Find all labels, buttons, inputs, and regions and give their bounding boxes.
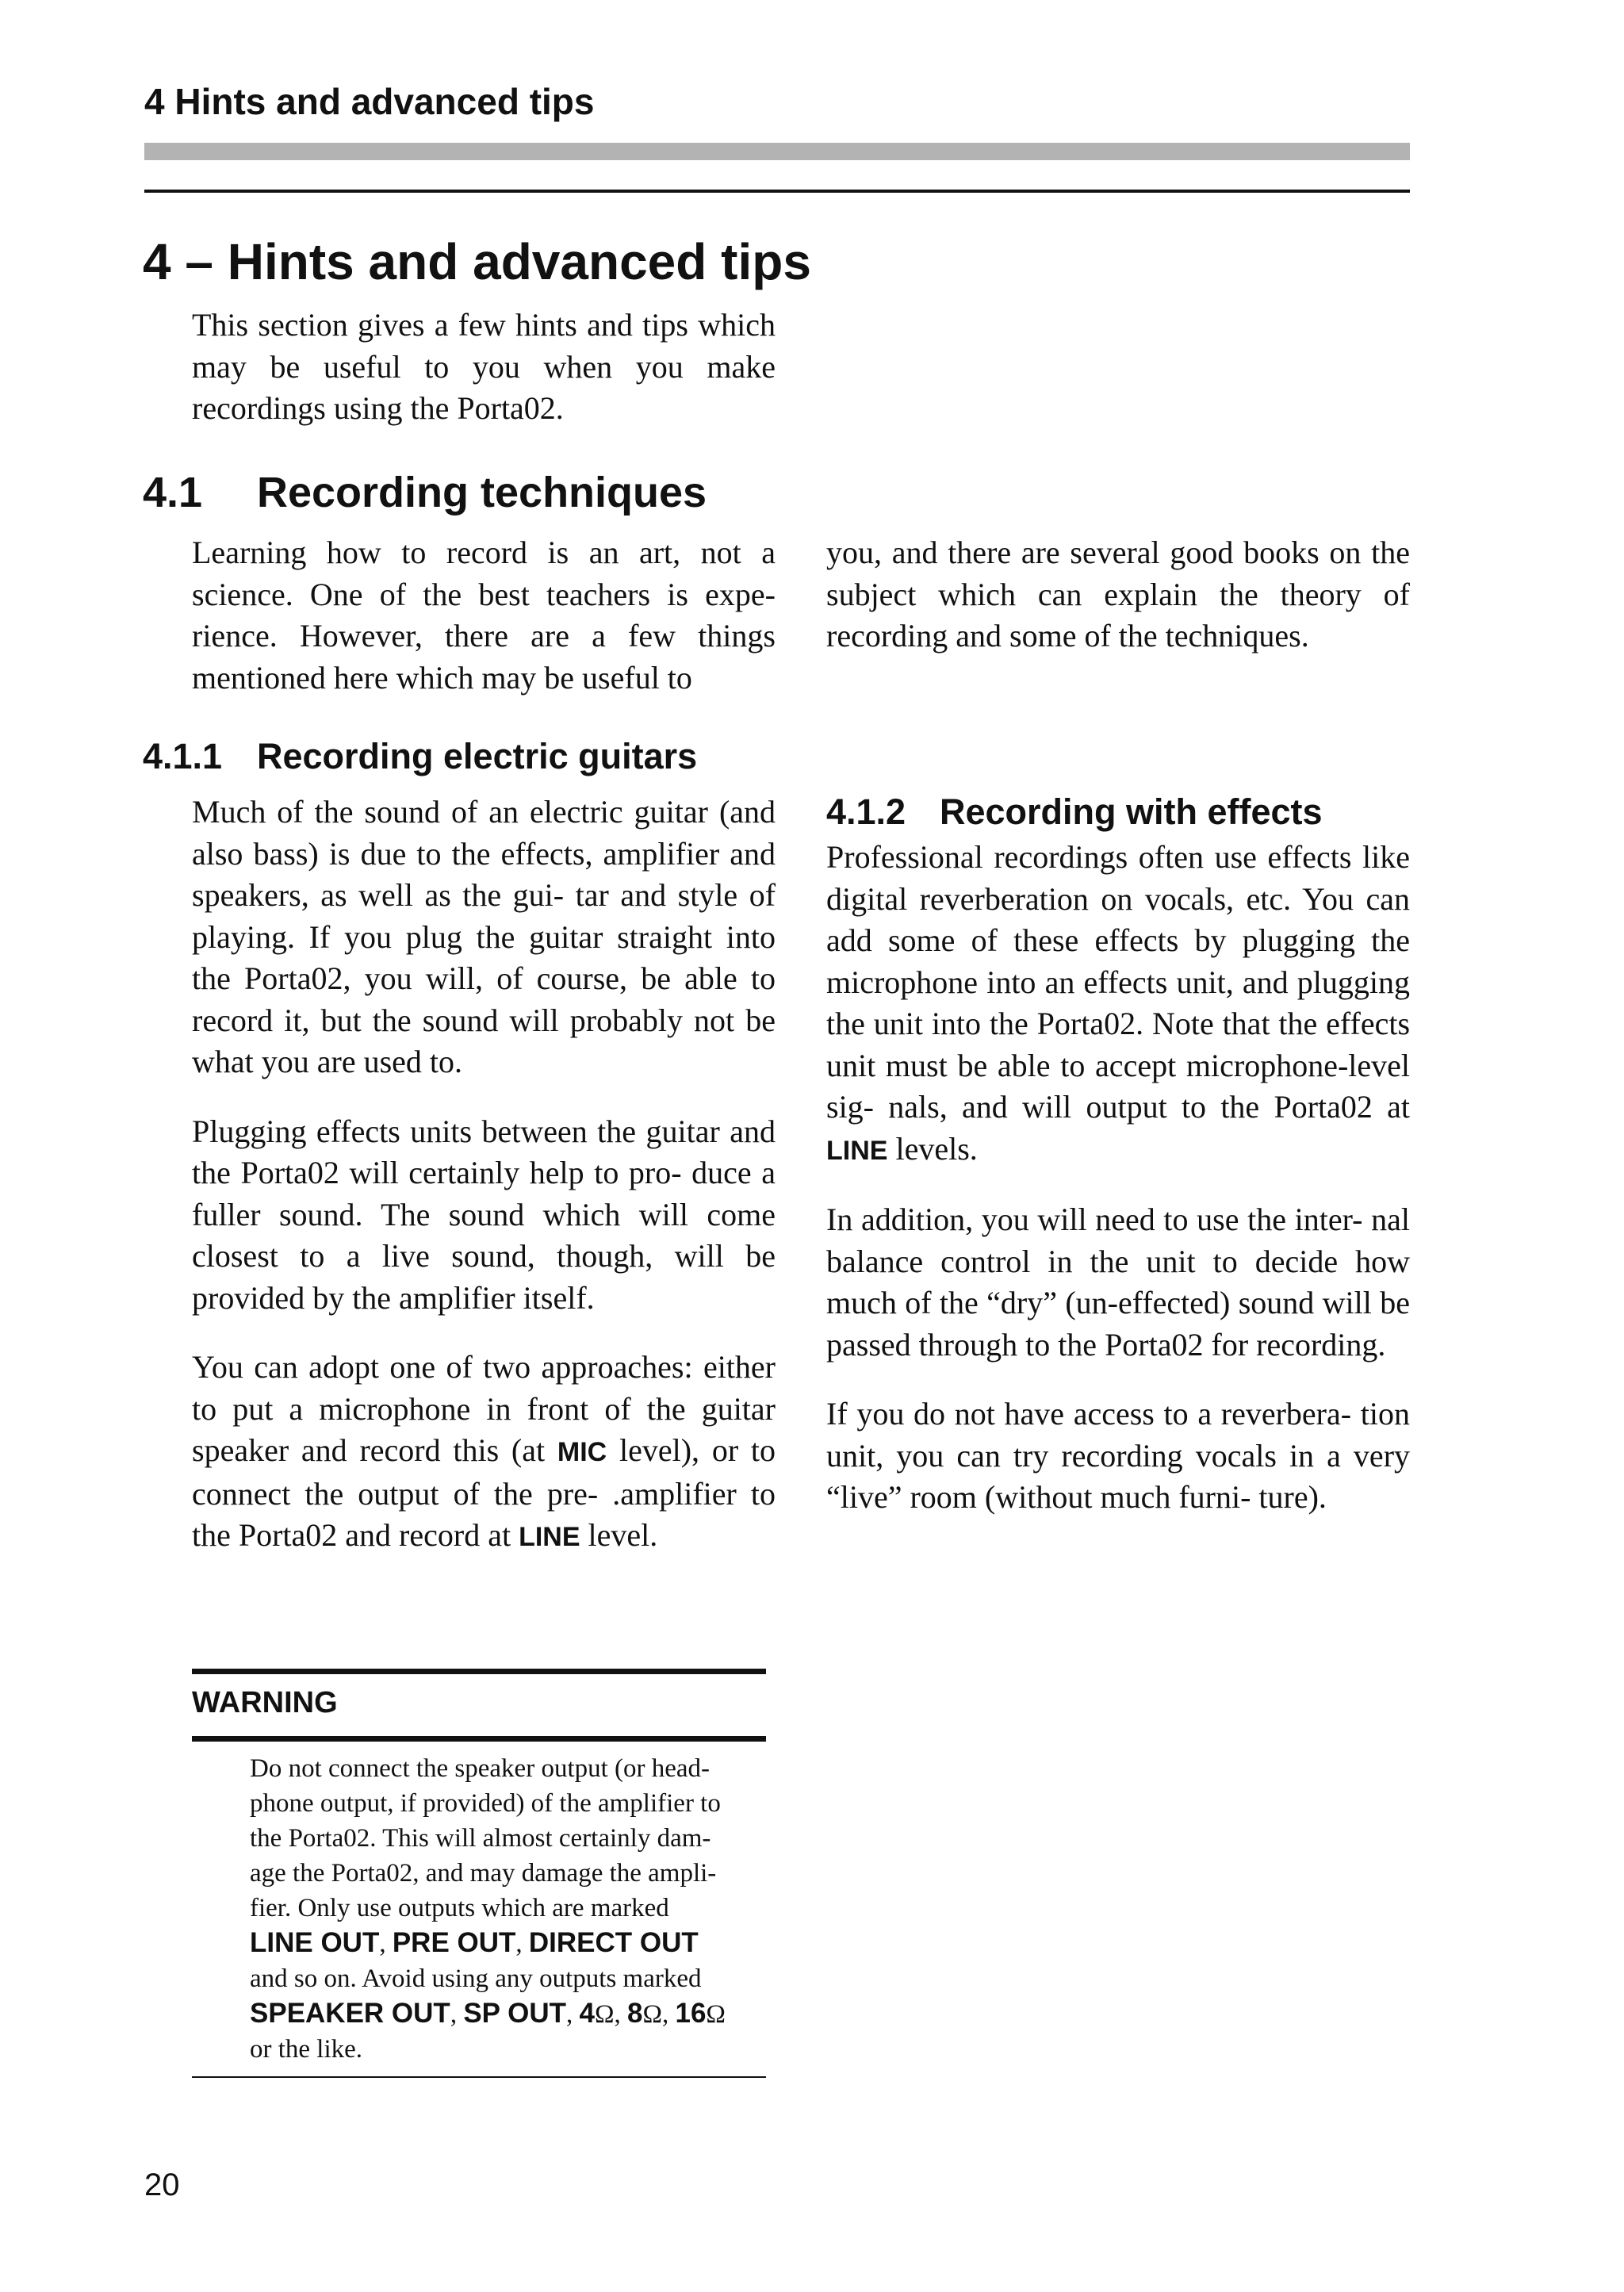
text-line: Plugging effects units between the guitar <box>192 1113 720 1149</box>
text-line: phone output, if provided) of the amplifier to <box>250 1789 721 1818</box>
text-line: amplifier and speakers, as well as the gui- <box>192 835 776 913</box>
text-line: which may be useful to you when you <box>192 307 776 385</box>
text-line: make recordings using the Porta02. <box>192 348 776 426</box>
section-heading-4-1-1 <box>143 733 697 780</box>
text-line: sound will probably not be what you are <box>192 1002 776 1079</box>
text-line: and the Porta02 will certainly help to pro- <box>192 1113 776 1190</box>
text-line: Learning how to record is an art, not a <box>192 535 776 570</box>
text-line: be able to accept microphone-level sig- <box>826 1047 1411 1125</box>
section-heading-4-1 <box>143 465 707 520</box>
text-line: you, and there are several good books on <box>826 535 1362 570</box>
warning-text <box>250 1751 764 2067</box>
text-line: age the Porta02, and may damage the ampli- <box>250 1859 717 1888</box>
keyword-line: LINE <box>826 1135 888 1166</box>
text-line: You can add some of these effects by <box>826 880 1411 958</box>
text-line: Much of the sound of an electric guitar <box>192 794 708 830</box>
warning-bottom-rule <box>192 2076 766 2078</box>
text-line: like digital reverberation on vocals, etc. <box>826 839 1411 917</box>
text-line: the Porta02. This will almost certainly dam- <box>250 1824 711 1853</box>
text-line: (and also bass) is due to the effects, <box>192 794 776 872</box>
keyword-4-ohm: 4 <box>579 1998 595 2029</box>
header-rule <box>144 190 1410 193</box>
section-4-1-2-text <box>826 837 1410 1519</box>
keyword-direct-out: DIRECT OUT <box>528 1927 699 1958</box>
section-number: 4.1.2 <box>826 791 906 832</box>
text-line: science. One of the best teachers is expe- <box>192 576 776 612</box>
text-line: will come closest to a live sound, though, <box>192 1196 776 1274</box>
text-line: the subject which can explain the theory <box>826 535 1411 612</box>
paragraph <box>192 791 776 1083</box>
separator: , <box>661 2000 676 2029</box>
marked-outputs-line <box>250 1926 764 1961</box>
warning-top-rule <box>192 1669 766 1674</box>
text-line: .amplifier to the Porta02 and record at <box>192 1475 776 1553</box>
keyword-speaker-out: SPEAKER OUT <box>250 1998 450 2029</box>
section-title: Recording electric guitars <box>257 736 698 776</box>
warning-label: WARNING <box>192 1686 338 1719</box>
section-4-1-1-text <box>192 791 776 1558</box>
running-header: 4 Hints and advanced tips <box>144 81 595 122</box>
text-line: tar and style of playing. If you plug the <box>192 877 776 955</box>
paragraph <box>192 1111 776 1320</box>
warning-mid-rule <box>192 1736 766 1742</box>
text-line: sound will be passed through to the <box>826 1285 1411 1363</box>
ohm-symbol: Ω <box>594 2000 615 2029</box>
avoid-outputs-line <box>250 1996 764 2032</box>
page-number: 20 <box>144 2167 180 2202</box>
separator: , <box>379 1930 393 1958</box>
text-line: Professional recordings often use effects <box>826 839 1352 875</box>
paragraph <box>826 1393 1410 1519</box>
separator: , <box>565 2000 580 2029</box>
chapter-intro <box>192 305 776 430</box>
header-bar <box>144 143 1410 160</box>
keyword-line-out: LINE OUT <box>250 1927 380 1958</box>
paragraph <box>826 532 1410 657</box>
section-title: Recording techniques <box>257 469 707 516</box>
text-line: If you do not have access to a reverbera- <box>826 1396 1352 1432</box>
text-line: unit, and plugging the unit into the <box>826 964 1410 1041</box>
keyword-sp-out: SP OUT <box>463 1998 566 2029</box>
paragraph <box>192 1347 776 1558</box>
keyword-pre-out: PRE OUT <box>392 1927 516 1958</box>
text-line: guitar straight into the Porta02, you will, <box>192 918 776 996</box>
text-line: of recording and some of the techniques. <box>826 576 1410 653</box>
text-line: In addition, you will need to use the inter- <box>826 1202 1363 1237</box>
text-line: Porta02 for recording. <box>1105 1326 1386 1363</box>
section-heading-4-1-2 <box>826 788 1323 836</box>
text-line: mentioned here which may be useful to <box>192 659 692 696</box>
text-line: level), or to connect the output of the pre- <box>192 1432 776 1512</box>
text-line: guitar speaker and record this (at <box>192 1390 776 1468</box>
text-line: tion unit, you can try recording vocals in <box>826 1396 1410 1474</box>
paragraph <box>826 1199 1410 1366</box>
text-line: used to. <box>363 1044 463 1079</box>
text-line: Porta02. Note that the effects unit must <box>826 1006 1411 1083</box>
text-line: will be provided by the amplifier itself. <box>192 1238 776 1316</box>
chapter-intro-paragraph <box>192 305 776 430</box>
text-line: nals, and will output to the Porta02 at <box>888 1089 1411 1125</box>
text-line: Do not connect the speaker output (or head- <box>250 1754 710 1783</box>
section-number: 4.1 <box>143 469 203 516</box>
section-4-1-text-left <box>192 532 776 699</box>
text-line: ture). <box>1258 1479 1327 1515</box>
text-line: plugging the microphone into an effects <box>826 922 1411 1000</box>
text-line: level. <box>588 1517 658 1553</box>
text-line: how much of the “dry” (un-effected) <box>826 1243 1411 1320</box>
text-line: This section gives a few hints and tips <box>192 307 688 343</box>
text-line: You can adopt one of two approaches: <box>192 1349 693 1385</box>
section-number: 4.1.1 <box>143 736 223 776</box>
keyword-mic: MIC <box>557 1437 607 1467</box>
text-line: fier. Only use outputs which are marked <box>250 1894 669 1922</box>
ohm-symbol: Ω <box>706 2000 726 2029</box>
text-line: of course, be able to record it, but the <box>192 960 776 1038</box>
paragraph <box>192 532 776 699</box>
text-line: and so on. Avoid using any outputs marked <box>250 1964 702 1993</box>
text-line: a very “live” room (without much furni- <box>826 1437 1411 1515</box>
keyword-8-ohm: 8 <box>626 1998 643 2029</box>
separator: , <box>450 2000 464 2029</box>
keyword-16-ohm: 16 <box>675 1998 707 2029</box>
text-line: duce a fuller sound. The sound which <box>192 1155 776 1232</box>
text-line: either to put a microphone in front of the <box>192 1349 776 1427</box>
text-line: nal balance control in the unit to decide <box>826 1202 1410 1279</box>
section-4-1-text-right <box>826 532 1410 657</box>
chapter-title: 4 – Hints and advanced tips <box>143 233 811 290</box>
separator: , <box>614 2000 627 2029</box>
text-line: levels. <box>895 1130 978 1167</box>
separator: , <box>515 1930 529 1958</box>
text-line: rience. However, there are a few things <box>192 618 776 653</box>
text-line: or the like. <box>250 2035 363 2064</box>
section-title: Recording with effects <box>940 791 1323 832</box>
keyword-line: LINE <box>519 1522 580 1552</box>
paragraph <box>826 837 1410 1171</box>
ohm-symbol: Ω <box>642 2000 662 2029</box>
